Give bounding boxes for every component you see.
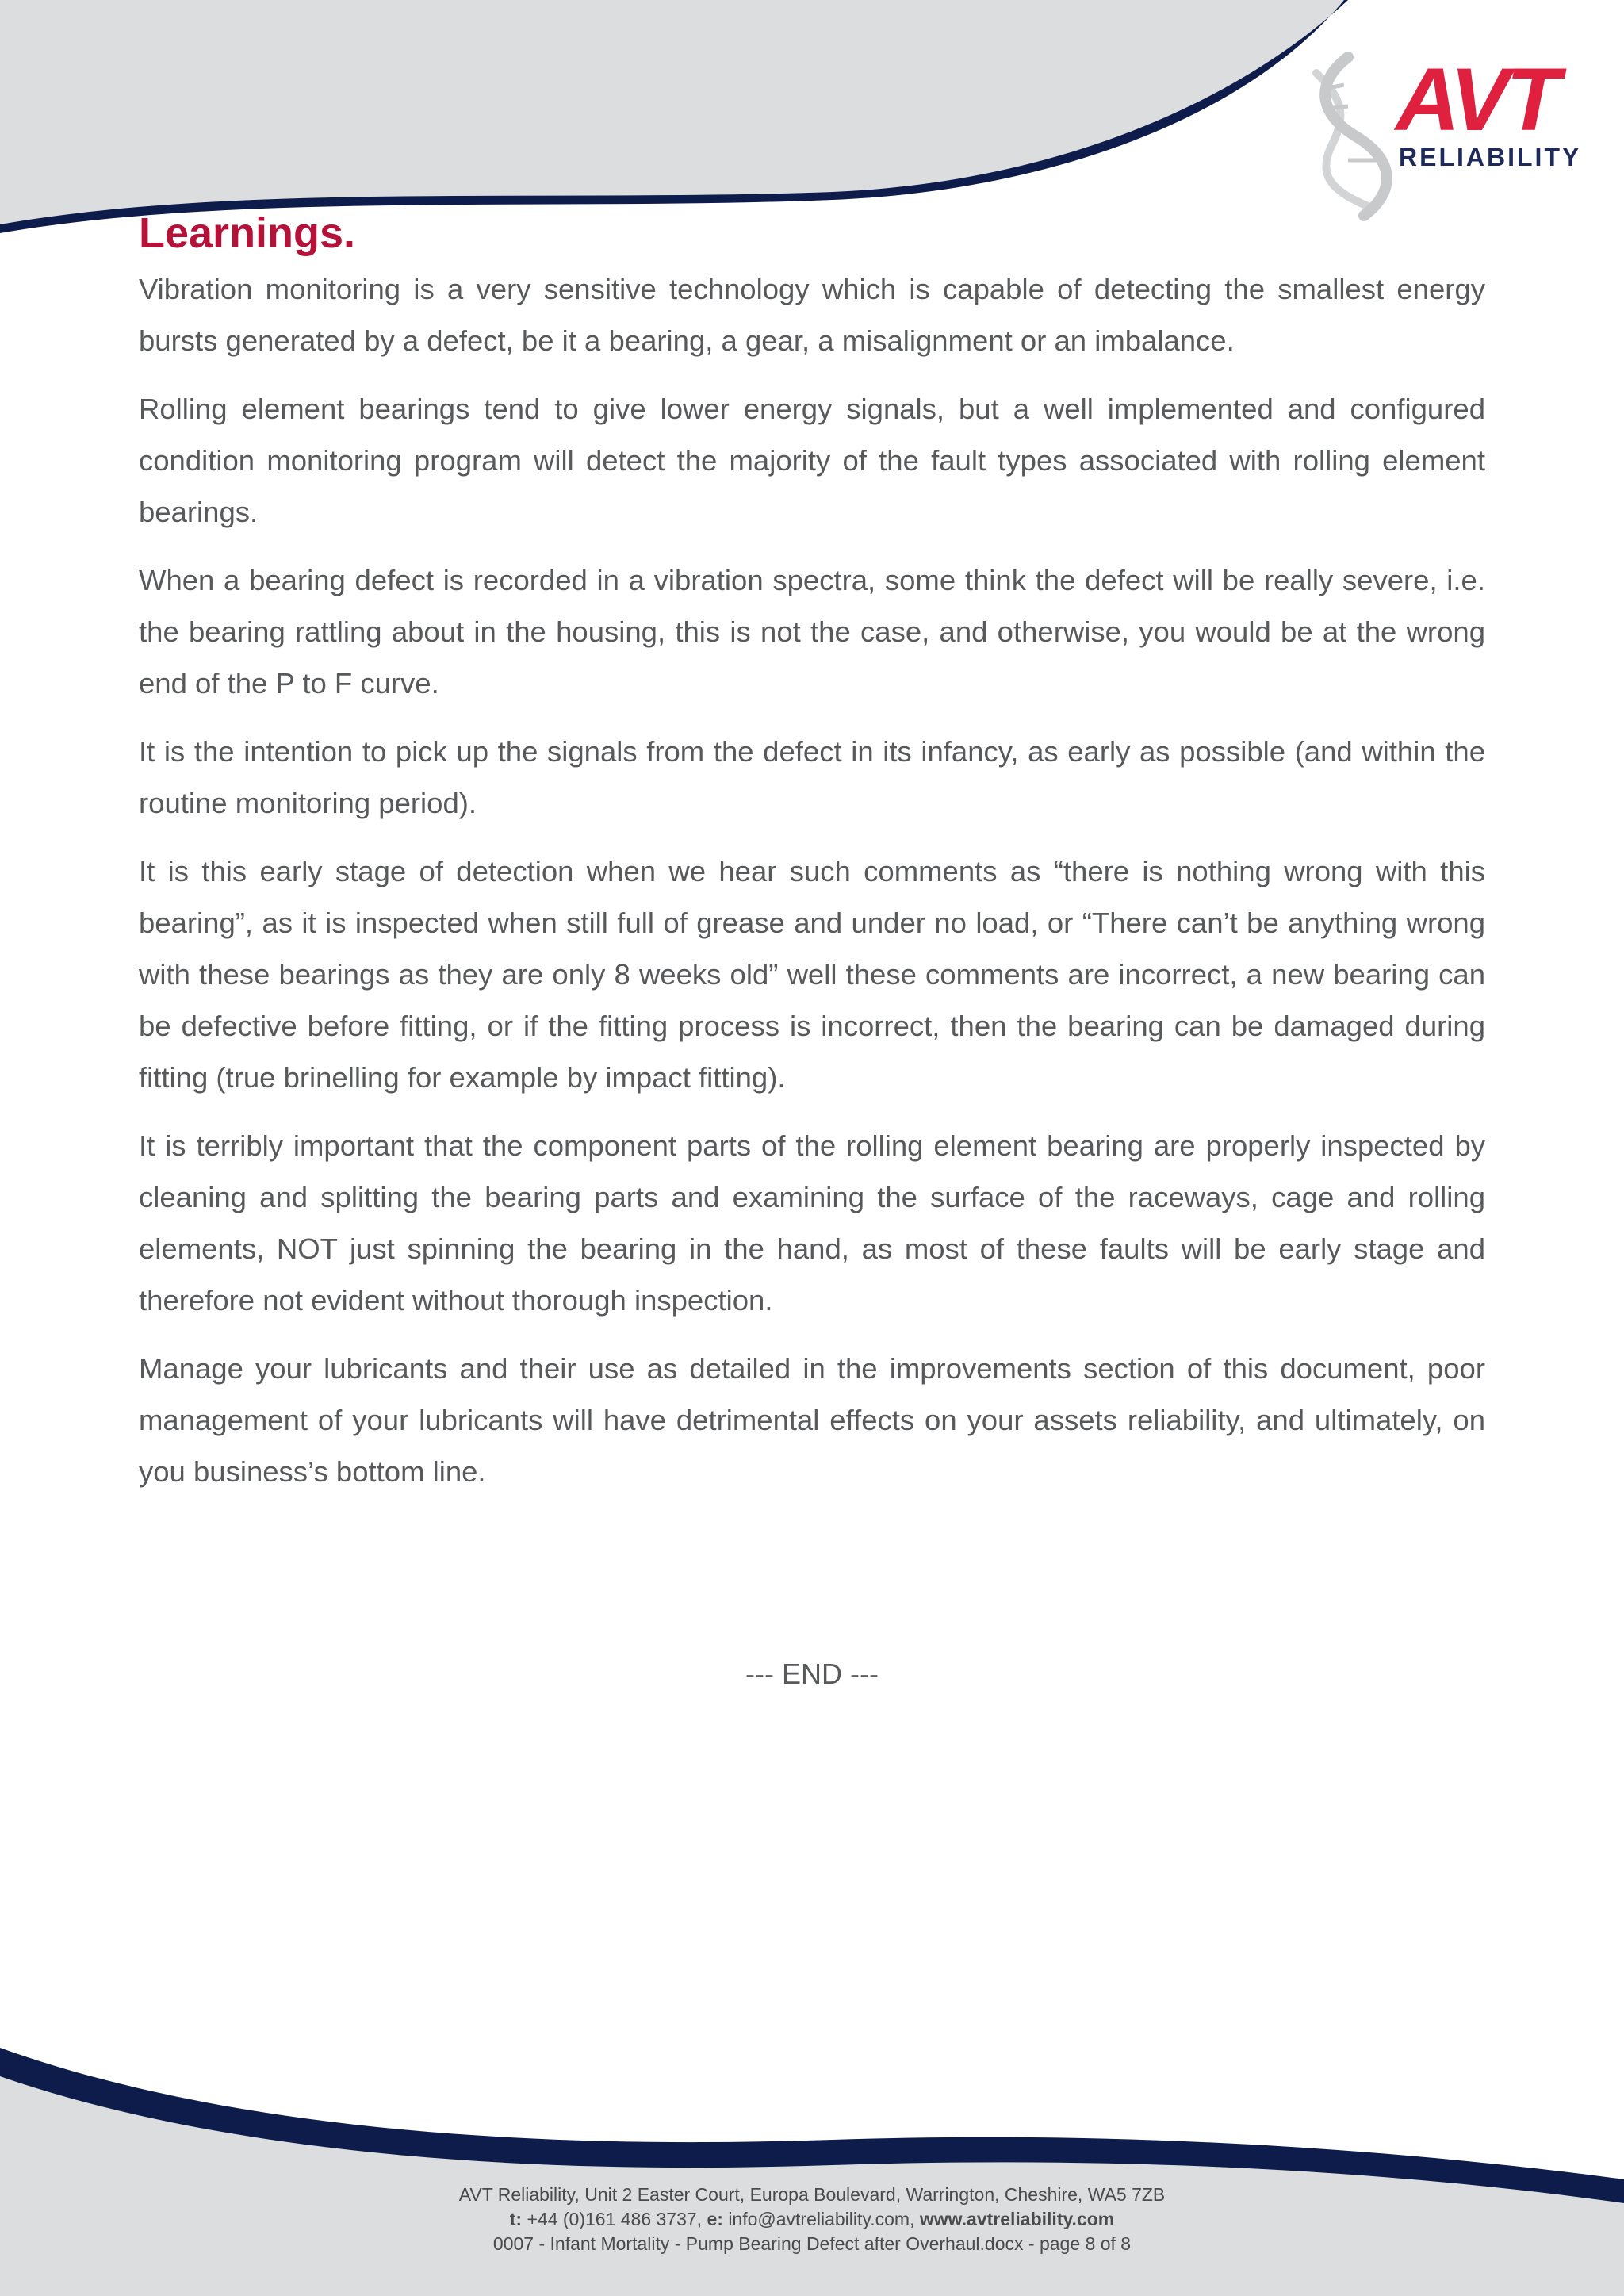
avt-reliability-logo — [1300, 49, 1582, 224]
phone-label: t: — [509, 2209, 523, 2229]
footer-contact — [0, 2183, 1624, 2256]
section-heading: Learnings. — [139, 209, 356, 257]
paragraph: Manage your lubricants and their use as detailed in the improvements section of this document, poor management of your lubricants will have detrimental effects on your assets reliability, and ultimately, on you business’s bottom line. — [139, 1352, 1485, 1488]
document-body — [139, 208, 1485, 1514]
footer-contact-line — [0, 2207, 1624, 2232]
logo-wordmark: AVT — [1396, 50, 1557, 149]
website-link[interactable]: www.avtreliability.com — [919, 2209, 1115, 2229]
paragraph: It is the intention to pick up the signals from the defect in its infancy, as early as possible (and within the routine monitoring period). — [139, 735, 1485, 819]
paragraph: Vibration monitoring is a very sensitive technology which is capable of detecting the smallest energy bursts generated by a defect, be it a bearing, a gear, a misalignment or an imbalance. — [139, 273, 1485, 357]
email-address[interactable]: info@avtreliability.com, — [728, 2209, 915, 2229]
logo-subtitle: RELIABILITY — [1399, 143, 1582, 171]
paragraph: It is terribly important that the component parts of the rolling element bearing are properly inspected by cleaning and splitting the bearing parts and examining the surface of the raceways, cage and rolling elements, NOT just spinning the bearing in the hand, as most of these faults will be early stage and therefore not evident without thorough inspection. — [139, 1129, 1485, 1317]
paragraph: When a bearing defect is recorded in a vibration spectra, some think the defect will be really severe, i.e. the bearing rattling about in the housing, this is not the case, and otherwise, you would be at the wrong end of the P to F curve. — [139, 564, 1485, 700]
paragraph: It is this early stage of detection when we hear such comments as “there is nothing wrong with this bearing”, as it is inspected when still full of grease and under no load, or “There can’t be anything wrong with these bearings as they are only 8 weeks old” well these comments are incorrect, a new bearing can be defective before fitting, or if the fitting process is incorrect, then the bearing can be damaged during fitting (true brinelling for example by impact fitting). — [139, 855, 1485, 1094]
footer-address: AVT Reliability, Unit 2 Easter Court, Europa Boulevard, Warrington, Cheshire, WA5 7ZB — [458, 2184, 1166, 2205]
paragraph: Rolling element bearings tend to give lower energy signals, but a well implemented and configured condition monitoring program will detect the majority of the fault types associated with rolling element bearings. — [139, 393, 1485, 528]
end-marker: --- END --- — [745, 1658, 879, 1690]
email-label: e: — [707, 2209, 723, 2229]
phone-number: +44 (0)161 486 3737, — [527, 2209, 703, 2229]
footer-document-info: 0007 - Infant Mortality - Pump Bearing Defect after Overhaul.docx - page 8 of 8 — [492, 2233, 1132, 2254]
